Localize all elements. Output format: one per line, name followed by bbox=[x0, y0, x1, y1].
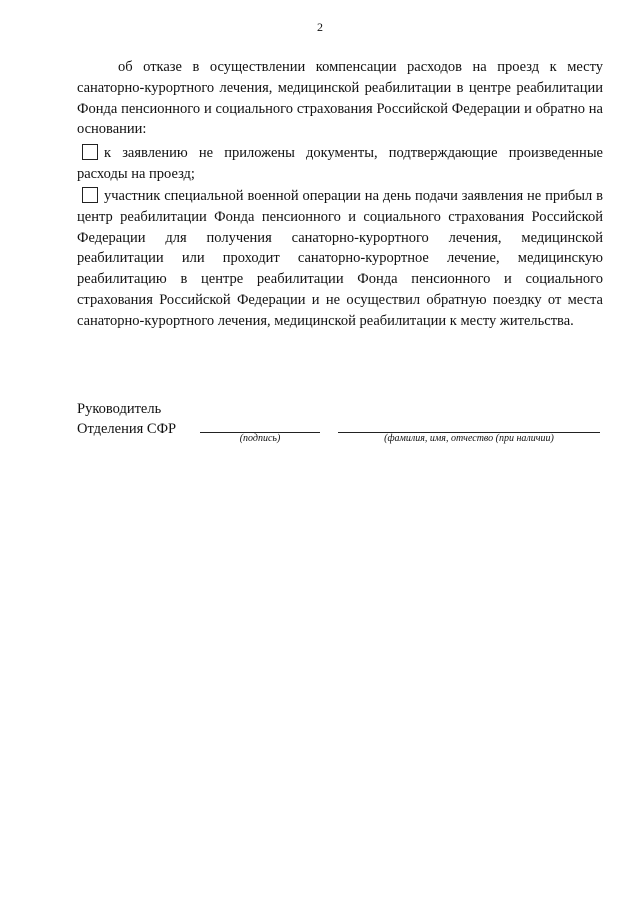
full-name-caption: (фамилия, имя, отчество (при наличии) bbox=[384, 433, 554, 444]
signatory-title bbox=[77, 399, 176, 439]
signatory-title-line1: Руководитель bbox=[77, 401, 162, 417]
signatory-title-line2: Отделения СФР bbox=[77, 421, 177, 437]
option-documents-missing-text: к заявлению не приложены документы, подтверждающие произведенные расходы на проезд; bbox=[77, 145, 603, 182]
option-not-arrived bbox=[77, 186, 603, 332]
checkbox-documents-missing[interactable] bbox=[82, 144, 98, 160]
page-number: 2 bbox=[317, 20, 323, 34]
checkbox-not-arrived[interactable] bbox=[82, 187, 98, 203]
option-documents-missing bbox=[77, 143, 603, 185]
option-not-arrived-text: участник специальной военной операции на день подачи заявления не прибыл в центр реабилитации Фонда пенсионного и социального страхования Российской Федерации для получения санаторно-курортного лечения, медицинской реабилитации или проходит санаторно-курортное лечение, медицинскую реабилитацию в центре реабилитации Фонда пенсионного и социального страхования Российской Федерации и не осуществил обратную поездку от места санаторно-курортного лечения, медицинской реабилитации к месту жительства. bbox=[77, 188, 603, 329]
intro-paragraph: об отказе в осуществлении компенсации расходов на проезд к месту санаторно-курортного лечения, медицинской реабилитации в центре реабилитации Фонда пенсионного и социального страхования Российской Федерации и обратно на основании: bbox=[77, 59, 603, 138]
signature-caption: (подпись) bbox=[239, 433, 281, 444]
